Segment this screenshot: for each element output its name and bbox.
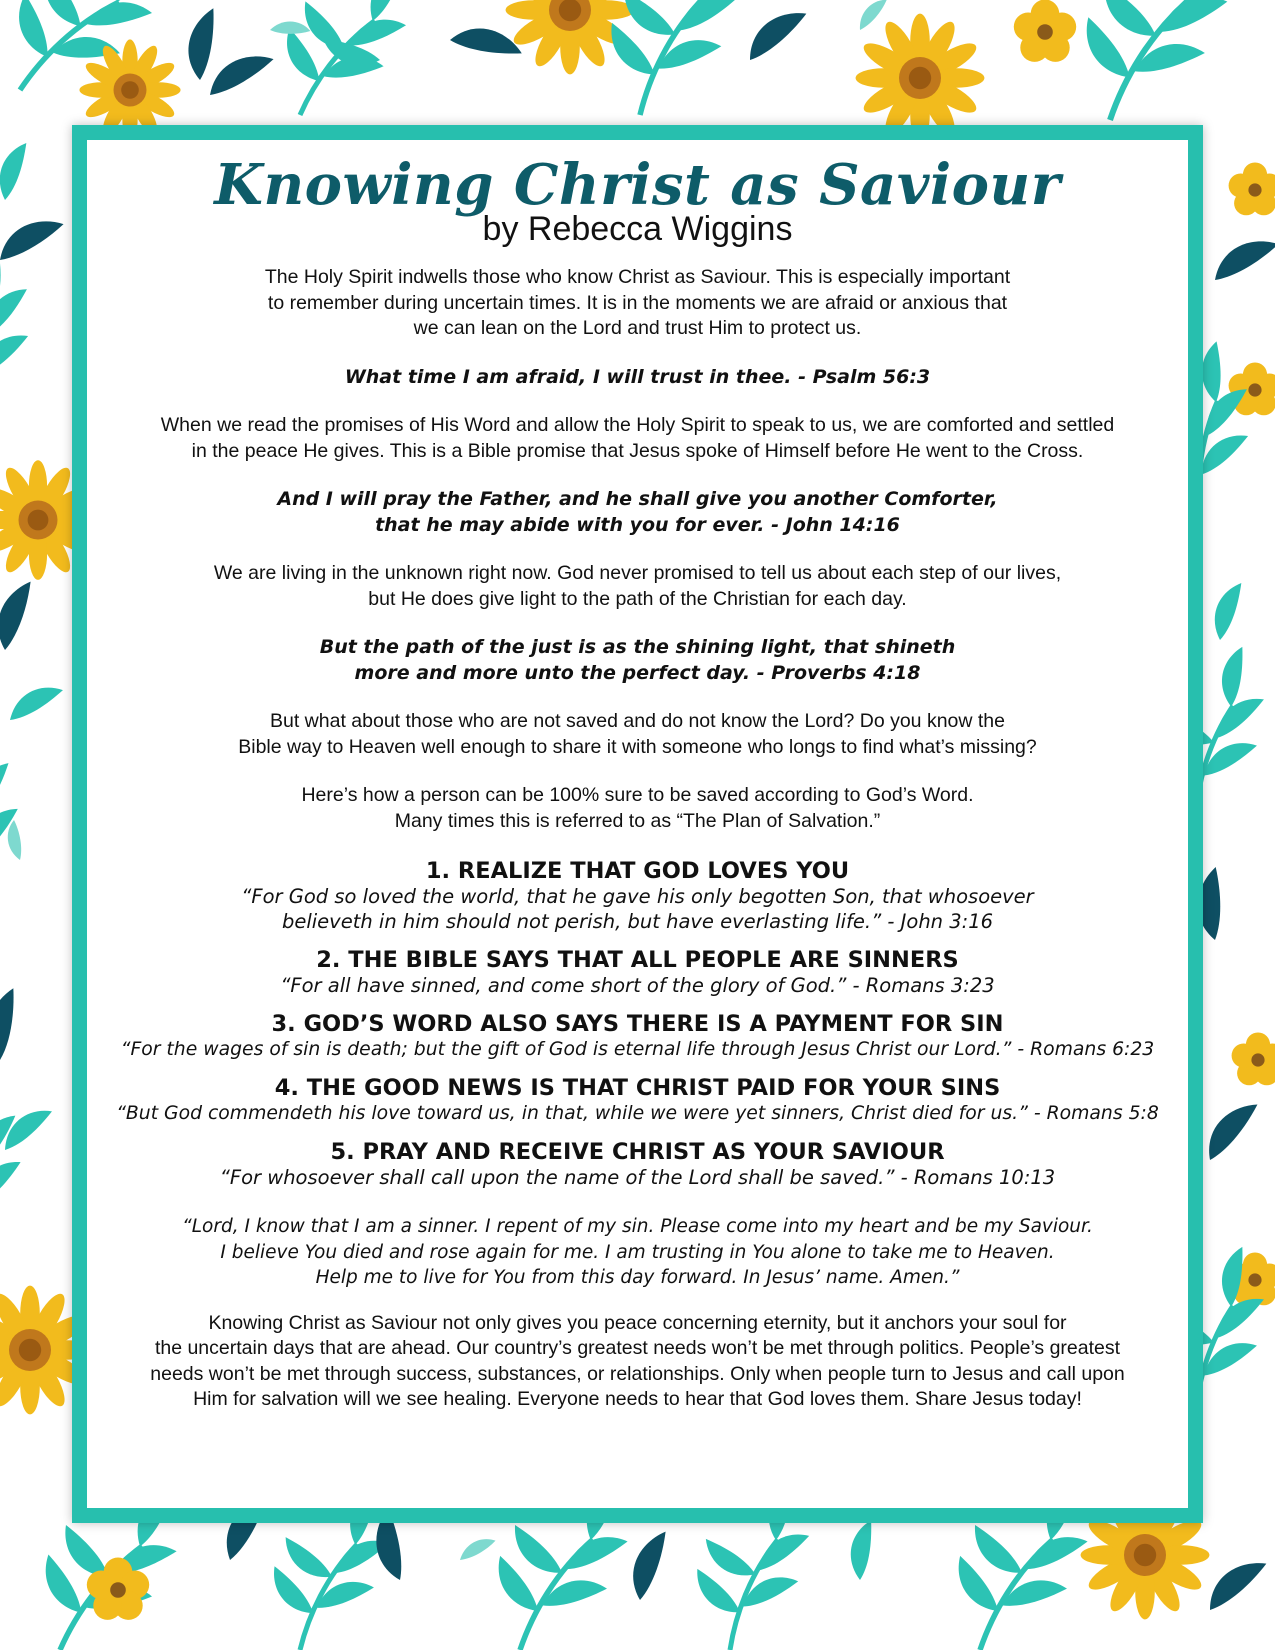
- step-3: [87, 1011, 1188, 1062]
- verse-psalm: What time I am afraid, I will trust in thee. - Psalm 56:3: [344, 365, 931, 388]
- closing-paragraph: Knowing Christ as Saviour not only gives you peace concerning eternity, but it anchors your soul for the uncertain days that are ahead. Our country’s greatest needs won’t be met through politics. People’s greatest needs won’t be met through success, substances, or relationships. Only when people turn to Jesus and call upon Him for salvation will we see healing. Everyone needs to hear that God loves them. Share Jesus today!: [150, 1311, 1125, 1410]
- step-verse: “But God commendeth his love toward us, in that, while we were yet sinners, Christ died for us.” - Romans 5:8: [116, 1103, 1159, 1124]
- step-1: [87, 858, 1188, 934]
- verse-john: And I will pray the Father, and he shall give you another Comforter, that he may abide with you for ever. - John 14:16: [277, 488, 998, 536]
- unknown-paragraph: We are living in the unknown right now. God never promised to tell us about each step of our lives, but He does give light to the path of the Christian for each day.: [213, 562, 1062, 610]
- salvation-prayer: “Lord, I know that I am a sinner. I repent of my sin. Please come into my heart and be my Saviour. I believe You died and rose again for me. I am trusting in You alone to take me to Heaven. Help me to live for You from this day forward. In Jesus’ name. Amen.”: [182, 1216, 1093, 1288]
- step-2: [87, 947, 1188, 998]
- not-saved-paragraph: But what about those who are not saved and do not know the Lord? Do you know the Bible way to Heaven well enough to share it with someone who longs to find what’s missing?: [238, 710, 1037, 758]
- intro-paragraph: The Holy Spirit indwells those who know Christ as Saviour. This is especially important to remember during uncertain times. It is in the moments we are afraid or anxious that we can lean on the Lord and trust Him to protect us.: [264, 266, 1011, 339]
- step-4: [87, 1075, 1188, 1126]
- step-heading: 2. THE BIBLE SAYS THAT ALL PEOPLE ARE SINNERS: [316, 947, 959, 973]
- step-heading: 4. THE GOOD NEWS IS THAT CHRIST PAID FOR YOUR SINS: [274, 1075, 1001, 1101]
- page-title: Knowing Christ as Saviour: [214, 152, 1061, 218]
- step-5: [87, 1139, 1188, 1190]
- salvation-steps: [87, 858, 1188, 1190]
- verse-proverbs: But the path of the just is as the shining light, that shineth more and more unto the perfect day. - Proverbs 4:18: [319, 636, 956, 684]
- holy-spirit-paragraph: When we read the promises of His Word and allow the Holy Spirit to speak to us, we are comforted and settled in the peace He gives. This is a Bible promise that Jesus spoke of Himself before He went to the Cross.: [160, 414, 1115, 462]
- article: [87, 152, 1188, 1413]
- author-byline: by Rebecca Wiggins: [482, 210, 793, 248]
- step-heading: 5. PRAY AND RECEIVE CHRIST AS YOUR SAVIOUR: [330, 1139, 945, 1165]
- plan-intro-paragraph: Here’s how a person can be 100% sure to be saved according to God’s Word. Many times this is referred to as “The Plan of Salvation.”: [301, 784, 974, 832]
- step-verse: “For whosoever shall call upon the name of the Lord shall be saved.” - Romans 10:13: [219, 1166, 1056, 1189]
- step-heading: 1. REALIZE THAT GOD LOVES YOU: [425, 858, 850, 884]
- step-heading: 3. GOD’S WORD ALSO SAYS THERE IS A PAYMENT FOR SIN: [271, 1011, 1004, 1037]
- step-verse: “For God so loved the world, that he gave his only begotten Son, that whosoever believeth in him should not perish, but have everlasting life.” - John 3:16: [241, 885, 1034, 933]
- content-card: [72, 125, 1203, 1523]
- step-verse: “For all have sinned, and come short of the glory of God.” - Romans 3:23: [280, 974, 995, 997]
- step-verse: “For the wages of sin is death; but the gift of God is eternal life through Jesus Christ our Lord.” - Romans 6:23: [120, 1039, 1155, 1060]
